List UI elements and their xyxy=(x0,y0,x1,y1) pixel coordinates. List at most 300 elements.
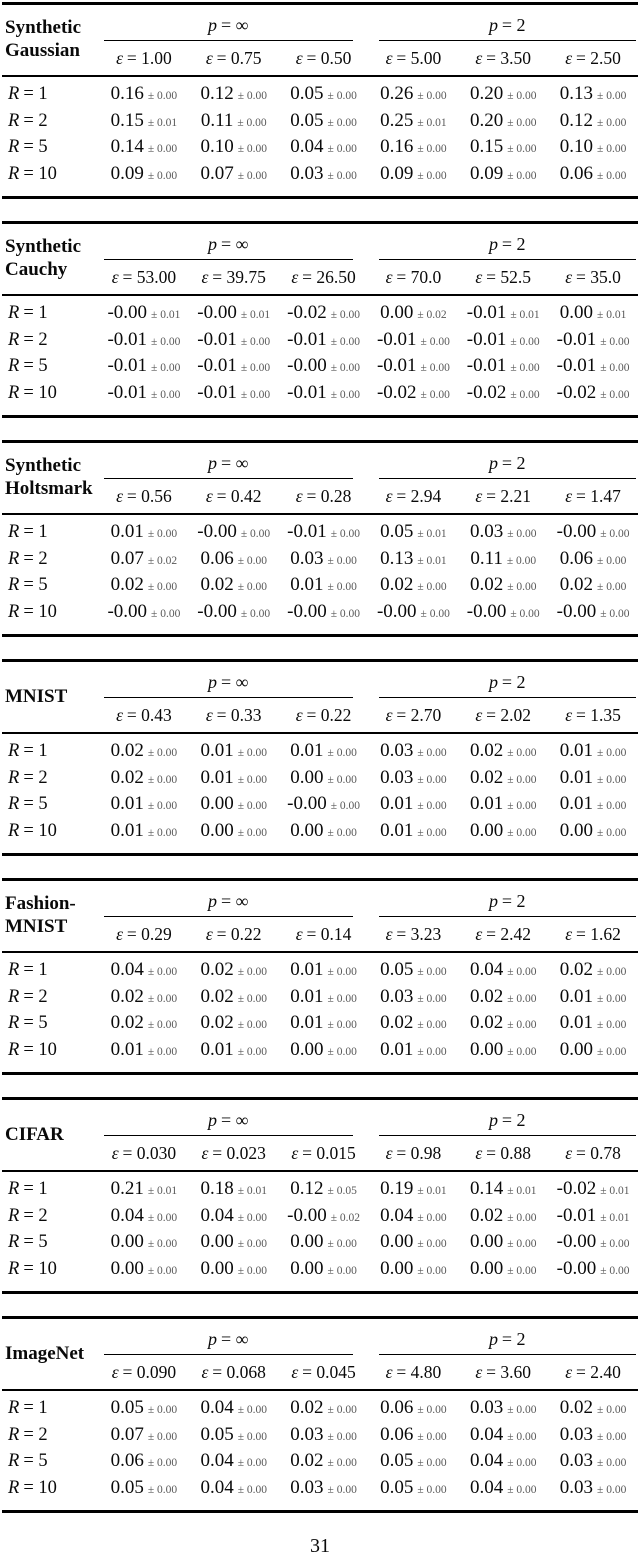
epsilon-symbol: ε xyxy=(565,485,573,506)
mean-value: -0.00 xyxy=(107,600,148,622)
p-symbol: p xyxy=(208,15,218,35)
std-value: ± 0.00 xyxy=(417,992,447,1005)
value-cell xyxy=(369,329,459,351)
mean-value: 0.05 xyxy=(290,83,324,104)
epsilon-value: = 1.35 xyxy=(576,704,621,725)
std-value: ± 0.00 xyxy=(147,1264,178,1277)
epsilon-value: = 2.21 xyxy=(486,485,532,506)
value-cell xyxy=(458,1039,548,1061)
epsilon-column-header xyxy=(458,479,548,513)
r-symbol: R xyxy=(8,1013,20,1033)
epsilon-value: = 1.47 xyxy=(576,485,621,506)
results-table-synthetic-gaussian xyxy=(2,2,638,199)
std-value: ± 0.01 xyxy=(507,1185,537,1197)
epsilon-value: = 2.70 xyxy=(396,704,442,725)
value-cell xyxy=(279,83,369,105)
epsilon-value: = 2.42 xyxy=(486,923,532,944)
epsilon-column-header xyxy=(458,260,548,294)
value-cell xyxy=(548,382,638,404)
value-cell xyxy=(189,574,279,596)
value-cell xyxy=(458,1205,548,1227)
std-value: ± 0.00 xyxy=(597,1430,627,1443)
mean-value: 0.05 xyxy=(380,1450,414,1471)
std-value: ± 0.00 xyxy=(327,1238,357,1250)
p-symbol: p xyxy=(488,1110,498,1130)
mean-value: 0.10 xyxy=(559,136,594,157)
value-cell xyxy=(458,767,548,789)
value-cell xyxy=(279,1012,369,1034)
epsilon-value: = 0.50 xyxy=(306,47,352,68)
mean-value: 0.04 xyxy=(469,959,504,980)
value-cell xyxy=(99,83,189,105)
epsilon-symbol: ε xyxy=(475,266,483,287)
std-value: ± 0.00 xyxy=(417,1045,447,1058)
std-value: ± 0.00 xyxy=(240,528,271,540)
epsilon-value: = 0.22 xyxy=(216,923,262,944)
mean-value: 0.16 xyxy=(380,136,414,157)
std-value: ± 0.00 xyxy=(507,1211,537,1224)
row-label xyxy=(2,1425,99,1446)
std-value: ± 0.00 xyxy=(147,773,178,786)
mean-value: 0.00 xyxy=(380,1231,414,1252)
std-value: ± 0.00 xyxy=(417,581,447,593)
std-value: ± 0.00 xyxy=(597,800,627,812)
row-label xyxy=(2,137,99,158)
std-value: ± 0.00 xyxy=(417,169,447,182)
mean-value: -0.01 xyxy=(287,328,327,350)
std-value: ± 0.00 xyxy=(417,1457,447,1469)
r-symbol: R xyxy=(8,1424,20,1445)
mean-value: -0.01 xyxy=(556,1204,597,1226)
mean-value: 0.03 xyxy=(559,1423,594,1445)
std-value: ± 0.00 xyxy=(597,966,627,978)
std-value: ± 0.00 xyxy=(507,966,537,978)
std-value: ± 0.01 xyxy=(417,528,447,540)
r-symbol: R xyxy=(8,1258,20,1279)
epsilon-symbol: ε xyxy=(291,1142,299,1163)
mean-value: -0.01 xyxy=(107,355,148,376)
mean-value: 0.01 xyxy=(380,1038,414,1060)
epsilon-symbol: ε xyxy=(385,1142,393,1163)
dataset-label xyxy=(2,443,99,513)
epsilon-symbol: ε xyxy=(565,266,573,287)
std-value: ± 0.00 xyxy=(147,966,178,978)
value-cell xyxy=(99,1231,189,1253)
mean-value: -0.00 xyxy=(556,1231,597,1252)
mean-value: 0.00 xyxy=(200,1231,234,1252)
std-value: ± 0.00 xyxy=(597,554,627,567)
std-value: ± 0.00 xyxy=(417,1019,447,1031)
epsilon-value: = 0.045 xyxy=(302,1361,356,1382)
r-symbol: R xyxy=(8,382,20,403)
epsilon-symbol: ε xyxy=(475,47,483,68)
value-cell xyxy=(458,521,548,543)
value-cell xyxy=(189,329,279,351)
r-symbol: R xyxy=(8,960,20,980)
value-cell xyxy=(189,1450,279,1472)
epsilon-symbol: ε xyxy=(116,485,123,506)
value-cell xyxy=(369,1258,459,1280)
r-symbol: R xyxy=(8,522,20,542)
value-cell xyxy=(458,959,548,981)
mean-value: 0.00 xyxy=(290,1231,324,1252)
mean-value: 0.00 xyxy=(110,1257,144,1279)
value-cell xyxy=(279,574,369,596)
value-cell xyxy=(189,355,279,377)
p-symbol: p xyxy=(208,453,218,473)
epsilon-symbol: ε xyxy=(291,266,299,287)
mean-value: 0.02 xyxy=(469,574,504,595)
std-value: ± 0.00 xyxy=(507,800,537,812)
std-value: ± 0.00 xyxy=(417,1404,447,1416)
value-cell xyxy=(279,820,369,842)
std-value: ± 0.00 xyxy=(507,1457,537,1469)
mean-value: -0.01 xyxy=(197,355,237,376)
dataset-label xyxy=(2,662,99,732)
epsilon-symbol: ε xyxy=(295,923,303,944)
std-value: ± 0.00 xyxy=(327,966,357,978)
value-cell xyxy=(189,163,279,185)
row-label xyxy=(2,522,99,543)
mean-value: 0.01 xyxy=(290,574,324,595)
std-value: ± 0.00 xyxy=(597,1483,627,1496)
std-value: ± 0.00 xyxy=(507,826,537,839)
std-value: ± 0.00 xyxy=(237,800,268,812)
epsilon-column-header xyxy=(99,41,189,75)
epsilon-value: = 0.42 xyxy=(216,485,262,506)
epsilon-column-header xyxy=(99,260,189,294)
std-value: ± 0.00 xyxy=(417,1264,447,1277)
mean-value: 0.13 xyxy=(559,83,594,104)
mean-value: -0.00 xyxy=(287,600,327,622)
value-cell xyxy=(99,355,189,377)
epsilon-column-header xyxy=(369,41,459,75)
mean-value: 0.01 xyxy=(200,1038,234,1060)
value-cell xyxy=(548,1397,638,1419)
epsilon-value: = 2.02 xyxy=(486,704,532,725)
value-cell xyxy=(548,1477,638,1499)
mean-value: 0.02 xyxy=(380,1012,414,1033)
mean-value: 0.05 xyxy=(290,109,324,131)
r-symbol: R xyxy=(8,986,20,1007)
std-value: ± 0.00 xyxy=(597,826,627,839)
mean-value: 0.25 xyxy=(380,109,414,131)
results-table-fashion-mnist xyxy=(2,878,638,1075)
row-label xyxy=(2,768,99,789)
r-symbol: R xyxy=(8,1477,20,1498)
value-cell xyxy=(458,793,548,815)
mean-value: 0.00 xyxy=(469,1257,504,1279)
value-cell xyxy=(548,302,638,324)
table-header xyxy=(2,5,638,75)
mean-value: 0.00 xyxy=(469,819,504,841)
std-value: ± 0.00 xyxy=(237,581,268,593)
mean-value: 0.02 xyxy=(200,959,234,980)
std-value: ± 0.00 xyxy=(327,116,357,129)
epsilon-column-header xyxy=(99,698,189,732)
value-cell xyxy=(548,136,638,158)
value-cell xyxy=(279,959,369,981)
epsilon-column-header xyxy=(369,479,459,513)
mean-value: 0.02 xyxy=(290,1397,324,1418)
value-cell xyxy=(548,329,638,351)
row-label-value: = 5 xyxy=(23,1232,48,1252)
std-value: ± 0.00 xyxy=(330,335,361,348)
value-cell xyxy=(279,601,369,623)
r-symbol: R xyxy=(8,163,20,184)
std-value: ± 0.00 xyxy=(600,362,630,374)
std-value: ± 0.01 xyxy=(600,1211,630,1224)
mean-value: 0.00 xyxy=(559,302,594,323)
epsilon-value: = 53.00 xyxy=(122,266,177,287)
std-value: ± 0.00 xyxy=(507,169,537,182)
std-value: ± 0.00 xyxy=(237,747,268,759)
value-cell xyxy=(99,1178,189,1200)
row-label-value: = 10 xyxy=(23,382,57,403)
value-cell xyxy=(458,110,548,132)
std-value: ± 0.00 xyxy=(597,1045,627,1058)
std-value: ± 0.00 xyxy=(597,116,627,129)
value-cell xyxy=(189,302,279,324)
row-label-value: = 1 xyxy=(23,522,48,542)
value-cell xyxy=(189,83,279,105)
epsilon-column-header xyxy=(548,479,638,513)
mean-value: 0.16 xyxy=(110,83,144,104)
std-value: ± 0.00 xyxy=(147,747,178,759)
value-cell xyxy=(189,1231,279,1253)
value-cell xyxy=(548,820,638,842)
table-midrule xyxy=(2,294,638,296)
mean-value: -0.00 xyxy=(287,355,327,376)
value-cell xyxy=(369,1477,459,1499)
mean-value: 0.05 xyxy=(110,1476,144,1498)
std-value: ± 0.00 xyxy=(147,1211,178,1224)
value-cell xyxy=(189,521,279,543)
mean-value: 0.01 xyxy=(559,1012,594,1033)
std-value: ± 0.00 xyxy=(507,528,537,540)
epsilon-value: = 70.0 xyxy=(396,266,442,287)
value-cell xyxy=(458,83,548,105)
epsilon-column-header xyxy=(548,917,638,951)
mean-value: 0.00 xyxy=(469,1038,504,1060)
value-cell xyxy=(369,136,459,158)
table-header xyxy=(2,224,638,294)
norm-group-header xyxy=(379,662,637,698)
mean-value: 0.05 xyxy=(200,1423,234,1445)
mean-value: -0.01 xyxy=(287,381,327,403)
std-value: ± 0.00 xyxy=(417,143,447,155)
std-value: ± 0.00 xyxy=(237,90,268,102)
epsilon-column-header xyxy=(189,917,279,951)
mean-value: 0.06 xyxy=(559,162,594,184)
row-label-value: = 1 xyxy=(23,1398,48,1418)
std-value: ± 0.00 xyxy=(237,826,268,839)
std-value: ± 0.00 xyxy=(507,1019,537,1031)
mean-value: -0.01 xyxy=(556,328,597,350)
epsilon-value: = 0.98 xyxy=(396,1142,442,1163)
mean-value: 0.04 xyxy=(110,959,144,980)
std-value: ± 0.00 xyxy=(147,143,178,155)
mean-value: 0.01 xyxy=(290,985,324,1007)
mean-value: 0.14 xyxy=(110,136,144,157)
row-label-value: = 5 xyxy=(23,794,48,814)
group-header-value: = ∞ xyxy=(220,672,249,692)
value-cell xyxy=(99,1258,189,1280)
std-value: ± 0.00 xyxy=(240,335,271,348)
table-header xyxy=(2,881,638,951)
value-cell xyxy=(548,163,638,185)
row-label-value: = 10 xyxy=(23,1477,57,1498)
epsilon-column-header xyxy=(99,1136,189,1170)
table-body xyxy=(2,83,638,189)
mean-value: 0.01 xyxy=(290,740,324,761)
value-cell xyxy=(189,1397,279,1419)
p-symbol: p xyxy=(208,891,218,911)
value-cell xyxy=(279,1205,369,1227)
std-value: ± 0.01 xyxy=(597,309,627,321)
value-cell xyxy=(99,329,189,351)
norm-group-header xyxy=(104,1100,353,1136)
std-value: ± 0.00 xyxy=(417,747,447,759)
epsilon-symbol: ε xyxy=(116,704,123,725)
value-cell xyxy=(548,601,638,623)
value-cell xyxy=(369,163,459,185)
epsilon-value: = 0.090 xyxy=(122,1361,177,1382)
std-value: ± 0.01 xyxy=(151,309,181,321)
mean-value: 0.03 xyxy=(559,1476,594,1498)
table-body xyxy=(2,1178,638,1284)
row-label-value: = 10 xyxy=(23,601,57,622)
mean-value: 0.04 xyxy=(200,1397,234,1418)
value-cell xyxy=(99,1397,189,1419)
value-cell xyxy=(279,1258,369,1280)
value-cell xyxy=(99,1012,189,1034)
value-cell xyxy=(189,1258,279,1280)
norm-group-header xyxy=(379,443,637,479)
mean-value: -0.01 xyxy=(287,521,327,542)
mean-value: -0.00 xyxy=(197,521,237,542)
mean-value: 0.06 xyxy=(110,1450,144,1471)
group-header-value: = 2 xyxy=(501,234,526,254)
std-value: ± 0.00 xyxy=(240,607,271,620)
std-value: ± 0.00 xyxy=(420,335,450,348)
mean-value: 0.01 xyxy=(110,1038,144,1060)
value-cell xyxy=(458,1477,548,1499)
mean-value: -0.01 xyxy=(376,328,417,350)
std-value: ± 0.00 xyxy=(327,169,357,182)
row-label xyxy=(2,960,99,981)
std-value: ± 0.00 xyxy=(417,1430,447,1443)
epsilon-symbol: ε xyxy=(565,923,573,944)
row-label-value: = 1 xyxy=(23,1179,48,1199)
std-value: ± 0.00 xyxy=(237,992,268,1005)
std-value: ± 0.00 xyxy=(330,388,361,401)
value-cell xyxy=(189,1039,279,1061)
mean-value: -0.01 xyxy=(197,328,237,350)
tables-container xyxy=(0,2,640,1513)
epsilon-value: = 0.33 xyxy=(216,704,262,725)
results-table-imagenet xyxy=(2,1316,638,1513)
epsilon-symbol: ε xyxy=(385,923,393,944)
value-cell xyxy=(99,767,189,789)
row-label xyxy=(2,549,99,570)
value-cell xyxy=(548,83,638,105)
value-cell xyxy=(458,1397,548,1419)
std-value: ± 0.00 xyxy=(507,116,537,129)
mean-value: 0.26 xyxy=(380,83,414,104)
epsilon-symbol: ε xyxy=(116,923,123,944)
std-value: ± 0.00 xyxy=(417,90,447,102)
mean-value: 0.02 xyxy=(110,985,144,1007)
std-value: ± 0.00 xyxy=(151,335,181,348)
value-cell xyxy=(279,986,369,1008)
value-cell xyxy=(548,1424,638,1446)
epsilon-value: = 2.40 xyxy=(576,1361,621,1382)
results-table-synthetic-holtsmark xyxy=(2,440,638,637)
epsilon-value: = 3.60 xyxy=(486,1361,532,1382)
group-header-value: = ∞ xyxy=(220,891,249,911)
row-label xyxy=(2,1040,99,1061)
group-header-value: = ∞ xyxy=(220,234,249,254)
value-cell xyxy=(548,548,638,570)
mean-value: -0.01 xyxy=(556,355,597,376)
mean-value: 0.03 xyxy=(290,1476,324,1498)
value-cell xyxy=(279,1424,369,1446)
mean-value: 0.20 xyxy=(469,83,504,104)
mean-value: 0.14 xyxy=(469,1178,504,1199)
epsilon-value: = 0.14 xyxy=(306,923,352,944)
epsilon-column-header xyxy=(279,698,369,732)
value-cell xyxy=(548,1231,638,1253)
std-value: ± 0.00 xyxy=(507,90,537,102)
value-cell xyxy=(99,959,189,981)
value-cell xyxy=(458,1231,548,1253)
value-cell xyxy=(189,548,279,570)
group-header-value: = ∞ xyxy=(220,1110,249,1130)
value-cell xyxy=(548,355,638,377)
epsilon-value: = 0.75 xyxy=(216,47,262,68)
r-symbol: R xyxy=(8,110,20,131)
std-value: ± 0.00 xyxy=(507,992,537,1005)
value-cell xyxy=(189,959,279,981)
value-cell xyxy=(369,521,459,543)
dataset-label xyxy=(2,881,99,951)
value-cell xyxy=(548,521,638,543)
std-value: ± 0.00 xyxy=(597,1457,627,1469)
value-cell xyxy=(369,83,459,105)
std-value: ± 0.00 xyxy=(237,1264,268,1277)
epsilon-symbol: ε xyxy=(385,47,393,68)
value-cell xyxy=(458,986,548,1008)
dataset-label-line: Gaussian xyxy=(5,40,80,61)
row-label xyxy=(2,575,99,596)
norm-group-header xyxy=(104,1319,353,1355)
mean-value: 0.03 xyxy=(380,766,414,788)
value-cell xyxy=(189,793,279,815)
epsilon-value: = 5.00 xyxy=(396,47,442,68)
epsilon-column-header xyxy=(458,1355,548,1389)
value-cell xyxy=(279,548,369,570)
value-cell xyxy=(189,1205,279,1227)
std-value: ± 0.00 xyxy=(147,1404,178,1416)
value-cell xyxy=(548,1258,638,1280)
epsilon-value: = 35.0 xyxy=(576,266,621,287)
std-value: ± 0.00 xyxy=(510,335,540,348)
std-value: ± 0.01 xyxy=(147,116,178,129)
mean-value: 0.00 xyxy=(290,1038,324,1060)
std-value: ± 0.00 xyxy=(327,1019,357,1031)
dataset-label-line: Cauchy xyxy=(5,259,68,280)
